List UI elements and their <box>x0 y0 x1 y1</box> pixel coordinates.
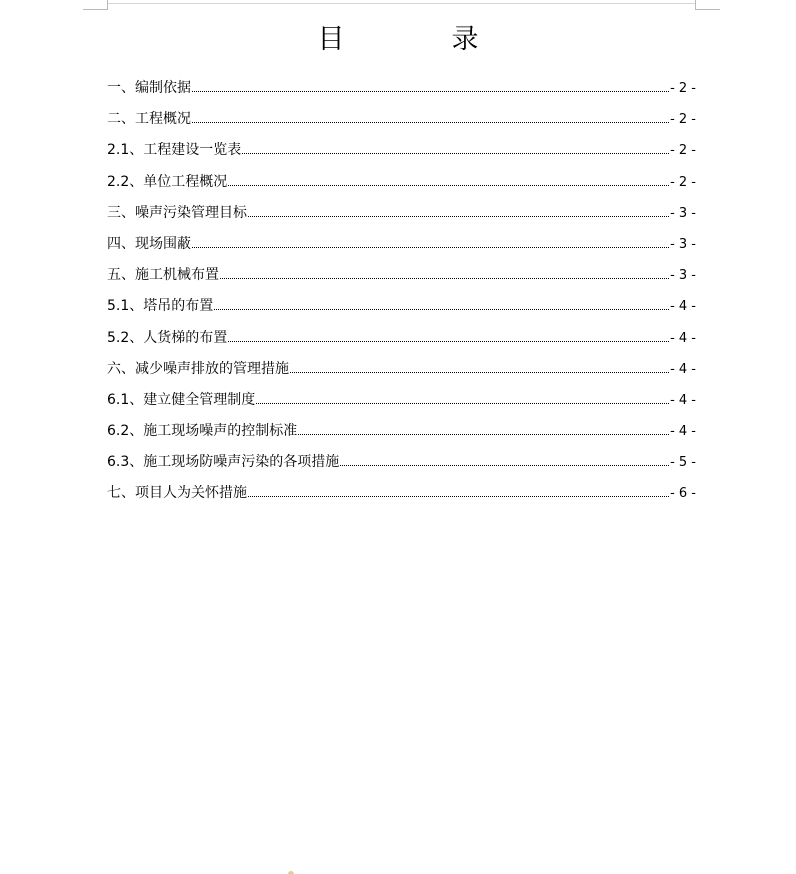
toc-entry[interactable] <box>107 419 696 450</box>
toc-entry-label: 二、工程概况 <box>107 111 191 128</box>
toc-dot-leader <box>242 152 669 154</box>
toc-entry-page: - 3 - <box>670 236 696 252</box>
toc-entry-label: 2.2、单位工程概况 <box>107 173 228 190</box>
toc-entry-label: 5.2、人货梯的布置 <box>107 329 228 346</box>
toc-dot-leader <box>192 121 669 123</box>
toc-entry[interactable] <box>107 201 696 232</box>
toc-dot-leader <box>290 371 669 373</box>
toc-entry[interactable] <box>107 326 696 357</box>
toc-entry-label: 六、减少噪声排放的管理措施 <box>107 360 289 377</box>
toc-entry-page: - 4 - <box>670 424 696 440</box>
toc-dot-leader <box>192 90 669 92</box>
toc-entry-page: - 6 - <box>670 486 696 502</box>
toc-dot-leader <box>192 246 669 248</box>
toc-entry-page: - 4 - <box>670 361 696 377</box>
toc-dot-leader <box>256 402 669 404</box>
toc-entry[interactable] <box>107 107 696 138</box>
toc-entry[interactable] <box>107 450 696 481</box>
crop-mark-top-right-vertical <box>695 0 696 10</box>
toc-entry-label: 6.1、建立健全管理制度 <box>107 391 256 408</box>
toc-entry-page: - 5 - <box>670 455 696 471</box>
table-of-contents <box>107 76 696 513</box>
toc-entry[interactable] <box>107 294 696 325</box>
toc-entry-page: - 4 - <box>670 330 696 346</box>
toc-entry-page: - 3 - <box>670 205 696 221</box>
toc-entry-label: 5.1、塔吊的布置 <box>107 298 214 315</box>
toc-entry[interactable] <box>107 263 696 294</box>
toc-entry[interactable] <box>107 481 696 512</box>
toc-entry[interactable] <box>107 357 696 388</box>
toc-entry-label: 五、施工机械布置 <box>107 267 219 284</box>
toc-entry-label: 七、项目人为关怀措施 <box>107 485 247 502</box>
toc-entry[interactable] <box>107 232 696 263</box>
toc-dot-leader <box>214 308 669 310</box>
toc-entry-page: - 2 - <box>670 112 696 128</box>
toc-dot-leader <box>228 340 669 342</box>
toc-dot-leader <box>248 495 669 497</box>
toc-entry-label: 一、编制依据 <box>107 80 191 96</box>
toc-entry[interactable] <box>107 388 696 419</box>
toc-dot-leader <box>228 184 669 186</box>
toc-entry-page: - 3 - <box>670 268 696 284</box>
toc-entry-page: - 2 - <box>670 81 696 96</box>
toc-entry[interactable] <box>107 76 696 107</box>
toc-entry[interactable] <box>107 170 696 201</box>
toc-entry-label: 6.3、施工现场防噪声污染的各项措施 <box>107 454 340 471</box>
toc-dot-leader <box>248 215 669 217</box>
toc-entry-label: 6.2、施工现场噪声的控制标准 <box>107 423 298 440</box>
toc-entry-label: 2.1、工程建设一览表 <box>107 142 242 159</box>
toc-entry-page: - 2 - <box>670 143 696 159</box>
toc-entry[interactable] <box>107 138 696 169</box>
crop-mark-top-right <box>696 9 720 10</box>
toc-dot-leader <box>298 433 669 435</box>
toc-entry-label: 四、现场围蔽 <box>107 235 191 252</box>
toc-entry-page: - 2 - <box>670 174 696 190</box>
crop-mark-top-left <box>83 9 107 10</box>
toc-title: 目 录 <box>317 24 519 55</box>
toc-dot-leader <box>340 464 669 466</box>
toc-dot-leader <box>220 277 669 279</box>
toc-entry-label: 三、噪声污染管理目标 <box>107 204 247 221</box>
toc-entry-page: - 4 - <box>670 392 696 408</box>
crop-mark-top-left-vertical <box>107 0 108 10</box>
toc-entry-page: - 4 - <box>670 299 696 315</box>
page-top-rule <box>108 3 696 4</box>
